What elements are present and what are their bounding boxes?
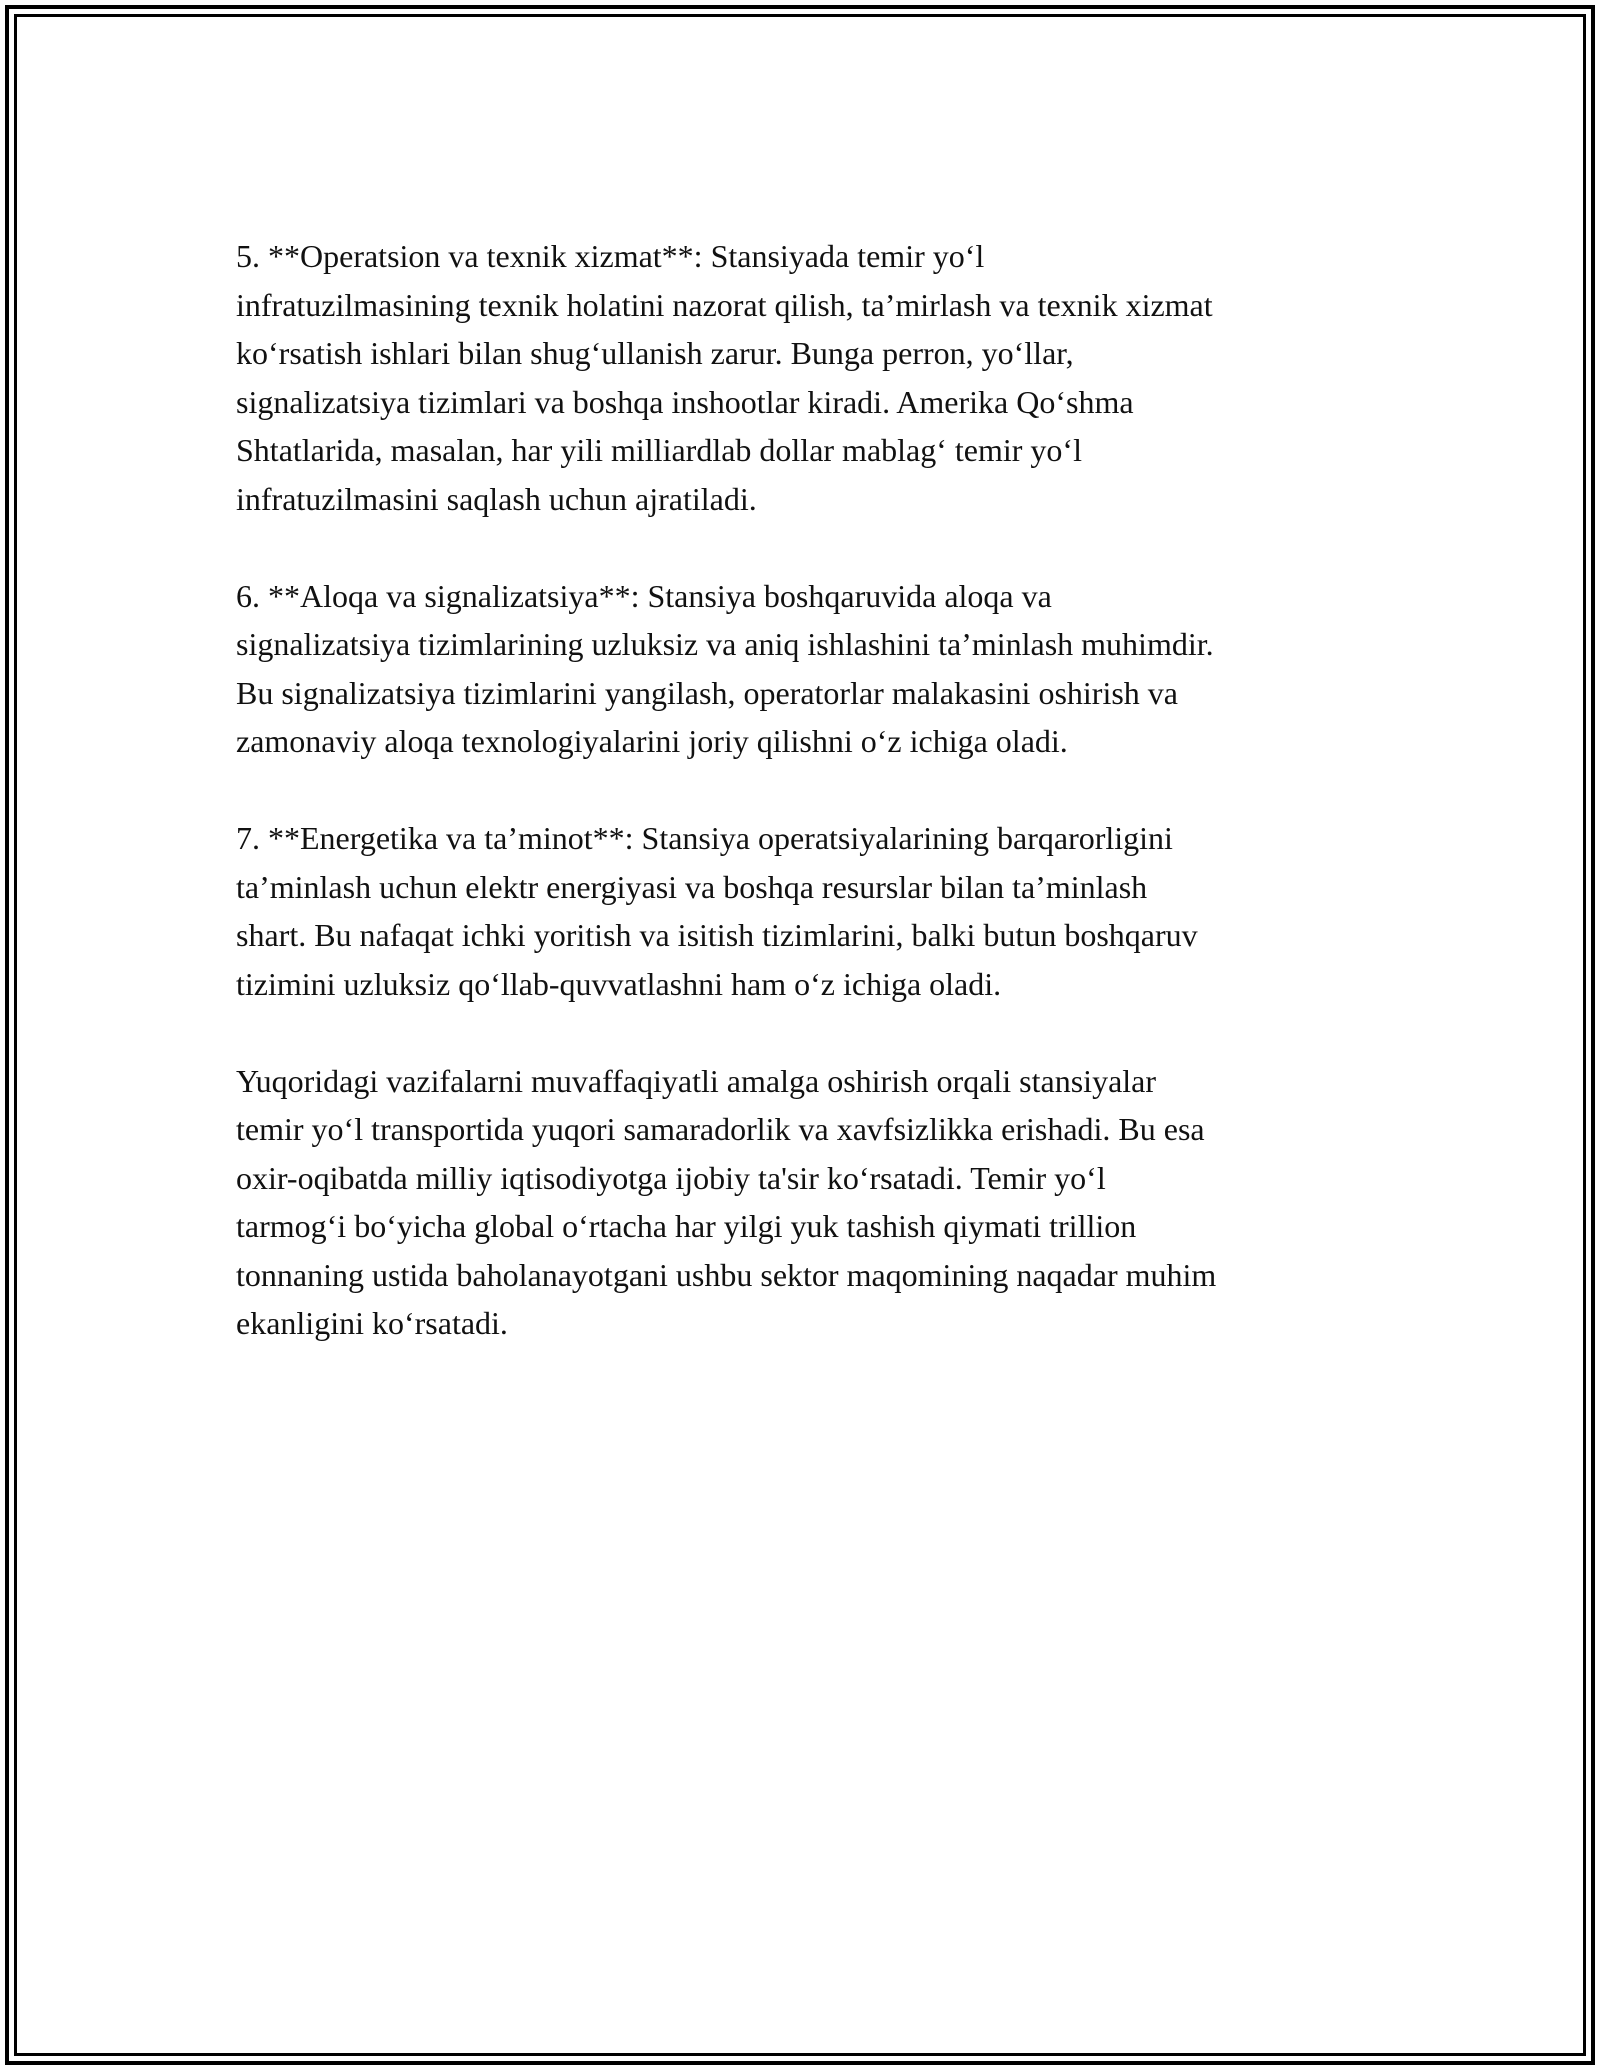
paragraph-line: 5. **Operatsion va texnik xizmat**: Stansiyada temir yo‘l xyxy=(236,238,985,274)
paragraph-line: temir yo‘l transportida yuqori samaradorlik va xavfsizlikka erishadi. Bu esa xyxy=(236,1111,1205,1147)
paragraph-line: tonnaning ustida baholanayotgani ushbu sektor maqomining naqadar muhim xyxy=(236,1256,1217,1293)
paragraph-line: ekanligini ko‘rsatadi. xyxy=(236,1305,508,1341)
paragraph-line: tizimini uzluksiz qo‘llab-quvvatlashni ham o‘z ichiga oladi. xyxy=(236,965,1002,1002)
paragraph-operations-maintenance xyxy=(236,232,1376,523)
paragraph-line: infratuzilmasining texnik holatini nazorat qilish, ta’mirlash va texnik xizmat xyxy=(236,286,1213,323)
paragraph-energy-supply xyxy=(236,814,1376,1008)
paragraph-line: Yuqoridagi vazifalarni muvaffaqiyatli amalga oshirish orqali stansiyalar xyxy=(236,1062,1157,1099)
paragraph-line: Bu signalizatsiya tizimlarini yangilash, operatorlar malakasini oshirish va xyxy=(236,674,1178,711)
paragraph-line: shart. Bu nafaqat ichki yoritish va isitish tizimlarini, balki butun boshqaruv xyxy=(236,917,1198,953)
paragraph-line: ko‘rsatish ishlari bilan shug‘ullanish zarur. Bunga perron, yo‘llar, xyxy=(236,335,1074,371)
paragraph-line: oxir-oqibatda milliy iqtisodiyotga ijobiy ta'sir ko‘rsatadi. Temir yo‘l xyxy=(236,1159,1106,1196)
paragraph-communication-signaling xyxy=(236,572,1376,766)
paragraph-line: Shtatlarida, masalan, har yili milliardlab dollar mablag‘ temir yo‘l xyxy=(236,432,1082,468)
paragraph-conclusion xyxy=(236,1057,1376,1348)
paragraph-line: ta’minlash uchun elektr energiyasi va boshqa resurslar bilan ta’minlash xyxy=(236,868,1148,905)
paragraph-line: 6. **Aloqa va signalizatsiya**: Stansiya boshqaruvida aloqa va xyxy=(236,577,1052,614)
paragraph-line: signalizatsiya tizimlarining uzluksiz va aniq ishlashini ta’minlash muhimdir. xyxy=(236,626,1214,662)
paragraph-line: infratuzilmasini saqlash uchun ajratiladi. xyxy=(236,480,757,517)
paragraph-line: tarmog‘i bo‘yicha global o‘rtacha har yilgi yuk tashish qiymati trillion xyxy=(236,1208,1137,1244)
document-body xyxy=(236,232,1376,1396)
paragraph-line: zamonaviy aloqa texnologiyalarini joriy qilishni o‘z ichiga oladi. xyxy=(236,723,1068,759)
paragraph-line: 7. **Energetika va ta’minot**: Stansiya operatsiyalarining barqarorligini xyxy=(236,820,1173,856)
paragraph-line: signalizatsiya tizimlari va boshqa inshootlar kiradi. Amerika Qo‘shma xyxy=(236,383,1134,420)
